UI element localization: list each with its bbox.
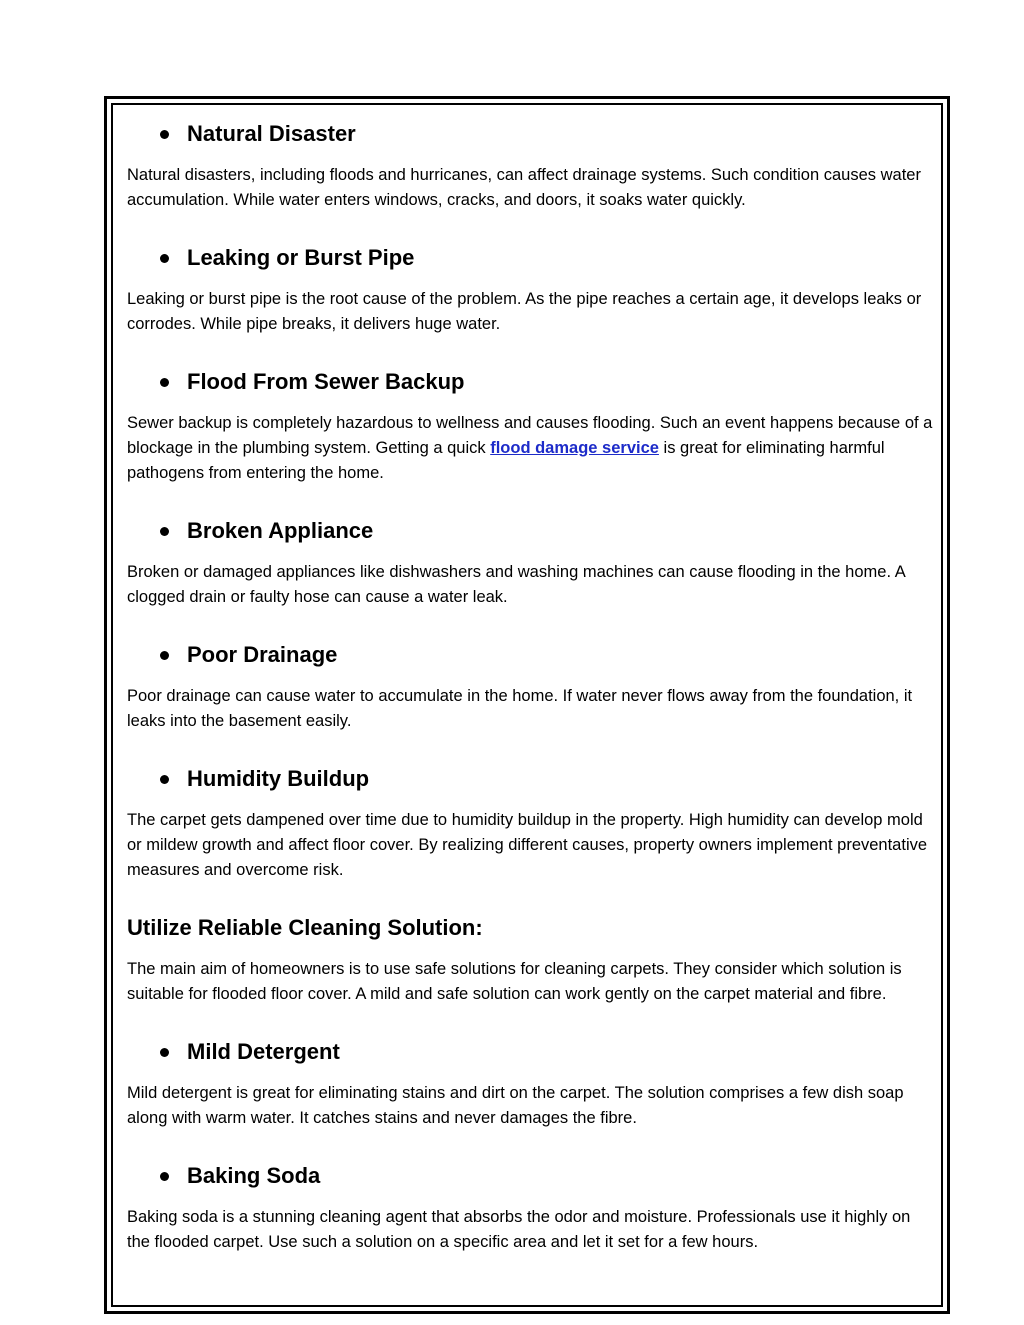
paragraph-mild-detergent: Mild detergent is great for eliminating stains and dirt on the carpet. The solution comprises a few dish soap along with warm water. It catches stains and never damages the fibre. xyxy=(127,1084,904,1127)
paragraph-sewer-backup xyxy=(127,411,935,486)
paragraph-humidity-buildup: The carpet gets dampened over time due to humidity buildup in the property. High humidity can develop mold or mildew growth and affect floor cover. By realizing different causes, property owners implement preventative measures and overcome risk. xyxy=(127,811,928,879)
heading-natural-disaster xyxy=(127,117,935,151)
heading-text: Humidity Buildup xyxy=(187,766,370,791)
paragraph-cleaning-solution: The main aim of homeowners is to use safe solutions for cleaning carpets. They consider which solution is suitable for flooded floor cover. A mild and safe solution can work gently on the carpet material and fibre. xyxy=(127,960,902,1003)
bullet-icon xyxy=(160,1172,169,1181)
heading-text: Poor Drainage xyxy=(187,642,338,667)
paragraph-text-after: is great for eliminating harmful pathogens from entering the home. xyxy=(127,439,885,482)
heading-baking-soda xyxy=(127,1159,935,1193)
flood-damage-service-link[interactable]: flood damage service xyxy=(490,439,659,457)
page-border-inner xyxy=(111,103,943,1307)
heading-text: Mild Detergent xyxy=(187,1039,340,1064)
paragraph-leaking-pipe: Leaking or burst pipe is the root cause of the problem. As the pipe reaches a certain age, it develops leaks or corrodes. While pipe breaks, it delivers huge water. xyxy=(127,290,922,333)
heading-text: Leaking or Burst Pipe xyxy=(187,245,415,270)
heading-text: Baking Soda xyxy=(187,1163,321,1188)
heading-text: Natural Disaster xyxy=(187,121,356,146)
heading-sewer-backup xyxy=(127,365,935,399)
paragraph-baking-soda: Baking soda is a stunning cleaning agent that absorbs the odor and moisture. Professionals use it highly on the flooded carpet. Use such a solution on a specific area and let it set for a few hours. xyxy=(127,1208,911,1251)
bullet-icon xyxy=(160,254,169,263)
heading-broken-appliance xyxy=(127,514,935,548)
bullet-icon xyxy=(160,1048,169,1057)
paragraph-poor-drainage: Poor drainage can cause water to accumulate in the home. If water never flows away from the foundation, it leaks into the basement easily. xyxy=(127,687,913,730)
document-body xyxy=(127,117,935,1283)
heading-poor-drainage xyxy=(127,638,935,672)
bullet-icon xyxy=(160,775,169,784)
heading-text: Flood From Sewer Backup xyxy=(187,369,465,394)
heading-leaking-pipe xyxy=(127,241,935,275)
paragraph-broken-appliance: Broken or damaged appliances like dishwashers and washing machines can cause flooding in the home. A clogged drain or faulty hose can cause a water leak. xyxy=(127,563,905,606)
heading-humidity-buildup xyxy=(127,762,935,796)
heading-cleaning-solution: Utilize Reliable Cleaning Solution: xyxy=(127,915,483,940)
bullet-icon xyxy=(160,527,169,536)
page-border xyxy=(104,96,950,1314)
bullet-icon xyxy=(160,130,169,139)
heading-mild-detergent xyxy=(127,1035,935,1069)
paragraph-text-before: Sewer backup is completely hazardous to wellness and causes flooding. Such an event happens because of a blockage in the plumbing system. Getting a quick xyxy=(127,414,933,457)
heading-text: Broken Appliance xyxy=(187,518,374,543)
bullet-icon xyxy=(160,378,169,387)
bullet-icon xyxy=(160,651,169,660)
paragraph-natural-disaster: Natural disasters, including floods and hurricanes, can affect drainage systems. Such condition causes water accumulation. While water enters windows, cracks, and doors, it soaks water quickly. xyxy=(127,166,921,209)
